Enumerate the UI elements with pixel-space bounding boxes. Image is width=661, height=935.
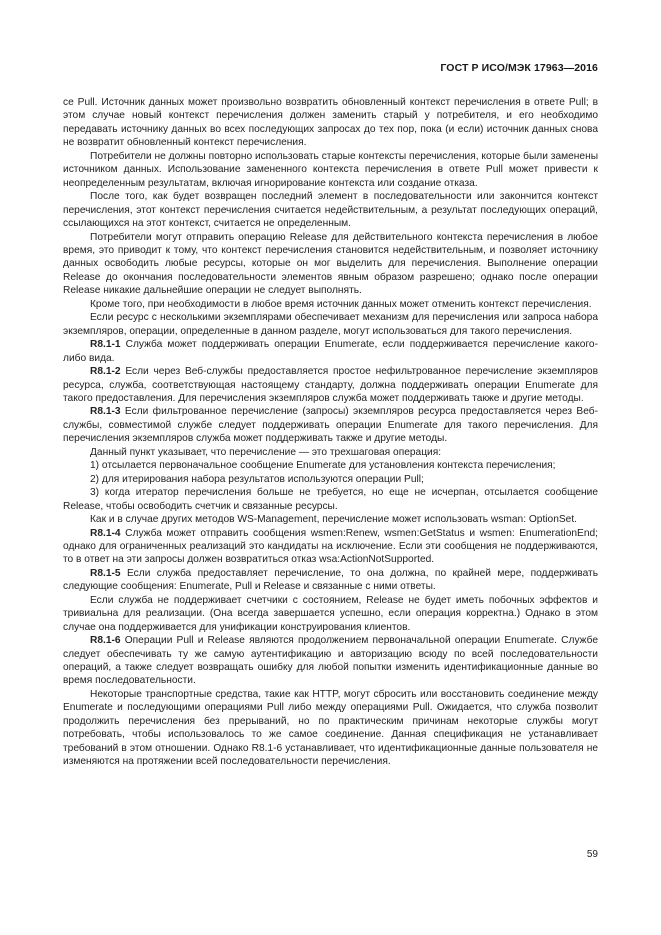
requirement-r8-1-4 xyxy=(63,527,598,567)
requirement-r8-1-3 xyxy=(63,405,598,445)
paragraph: Данный пункт указывает, что перечисление — это трехшаговая операция: xyxy=(90,446,442,458)
requirement-label: R8.1-1 xyxy=(90,339,121,351)
requirement-text: Служба может поддерживать операции Enumerate, если поддерживается перечисление какого-либо вида. xyxy=(63,339,598,364)
paragraph: После того, как будет возвращен последний элемент в последовательности или закончится контекст перечисления, этот контекст перечисления считается недействительным, а результат последующих операций, ссылающихся на этот контекст, считается не определенным. xyxy=(63,191,598,230)
requirement-r8-1-1 xyxy=(63,338,598,365)
list-item: 3) когда итератор перечисления больше не требуется, но еще не исчерпан, отсылается сообщение Release, чтобы освободить счетчик и связанные ресурсы. xyxy=(63,487,598,512)
requirement-label: R8.1-4 xyxy=(90,527,121,539)
paragraph: Потребители могут отправить операцию Release для действительного контекста перечисления в любое время, это приводит к тому, что контекст перечисления становится недействительным, и позволяет источнику данных освободить любые ресурсы, которые он мог выделить для перечисления. Выполнение операции Release до окончания последовательности элементов явным образом разрешено; однако после операции Release никакие дальнейшие операции не следует выполнять. xyxy=(63,231,598,297)
paragraph: Некоторые транспортные средства, такие как HTTP, могут сбросить или восстановить соединение между Enumerate и последующими операциями Pull либо между операциями Pull. Ожидается, что служба позволит продолжить перечисления без прерываний, но по практическим причинам некоторые службы могут потребовать, чтобы использовалось то же самое соединение. Данная спецификация не устанавливает требований в этом отношении. Однако R8.1-6 устанавливает, что идентификационные данные пользователя не изменяются на протяжении всей последовательности перечисления. xyxy=(63,688,598,768)
requirement-text: Если фильтрованное перечисление (запросы) экземпляров ресурса предоставляется через Веб-службы, совместимой службе следует поддерживать операции Enumerate для такого перечисления. Для перечисления экземпляров служба может поддерживать также и другие методы. xyxy=(63,406,598,445)
paragraph: Как и в случае других методов WS-Management, перечисление может использовать wsman: OptionSet. xyxy=(90,514,577,526)
list-item: 2) для итерирования набора результатов используются операции Pull; xyxy=(90,473,424,485)
paragraph-continuation: се Pull. Источник данных может произвольно возвратить обновленный контекст перечисления в ответе Pull; в этом случае новый контекст перечисления должен заменить старый у потребителя, и его необходимо передавать источнику данных во всех последующих запросах до тех пор, пока (и если) источник данных снова не возвратит обновленный контекст перечисления. xyxy=(63,97,598,149)
paragraph: Кроме того, при необходимости в любое время источник данных может отменить контекст перечисления. xyxy=(90,298,592,310)
requirement-label: R8.1-2 xyxy=(90,366,121,378)
requirement-label: R8.1-5 xyxy=(90,567,121,579)
requirement-r8-1-5 xyxy=(63,567,598,594)
requirement-r8-1-6 xyxy=(63,634,598,688)
document-body xyxy=(63,96,598,769)
document-header: ГОСТ Р ИСО/МЭК 17963—2016 xyxy=(440,62,598,74)
page-number: 59 xyxy=(586,849,598,860)
requirement-r8-1-2 xyxy=(63,365,598,405)
requirement-label: R8.1-6 xyxy=(90,635,121,647)
requirement-text: Если служба предоставляет перечисление, то она должна, по крайней мере, поддерживать следующие сообщения: Enumerate, Pull и Release и связанные с ними ответы. xyxy=(63,567,598,593)
requirement-text: Если через Веб-службы предоставляется простое нефильтрованное перечисление экземпляров ресурса, служба, соответствующая настоящему стандарту, должна поддерживать операции Enumerate для такого предоставления. Для перечисления экземпляров служба может поддерживать также и другие методы. xyxy=(63,366,598,404)
paragraph: Потребители не должны повторно использовать старые контексты перечисления, которые были заменены источником данных. Использование замененного контекста перечисления в ответе Pull может привести к неопределенным результатам, включая игнорирование контекста или создание отказа. xyxy=(63,150,599,189)
requirement-label: R8.1-3 xyxy=(90,406,121,418)
list-item: 1) отсылается первоначальное сообщение Enumerate для установления контекста перечисления; xyxy=(90,460,556,472)
paragraph: Если служба не поддерживает счетчики с состоянием, Release не будет иметь побочных эффектов и тривиальна для реализации. (Она всегда завершается успешно, если операция корректна.) Однако в этом случае она поддерживается для унификации конструирования клиентов. xyxy=(63,594,598,633)
requirement-text: Операции Pull и Release являются продолжением первоначальной операции Enumerate. Службе следует обеспечивать ту же самую аутентификацию и авторизацию всюду по всей последовательности операций, а также следует возвращать ошибку для любой попытки изменить идентификационные данные во время последовательности. xyxy=(63,635,598,687)
requirement-text: Служба может отправить сообщения wsmen:Renew, wsmen:GetStatus и wsmen: EnumerationEnd; однако для ограниченных реализаций это кандидаты на исключение. Если эти сообщения не поддерживаются, то в ответ на эти запросы должен возвратиться отказ wsa:ActionNotSupported. xyxy=(63,527,598,566)
paragraph: Если ресурс с несколькими экземплярами обеспечивает механизм для перечисления или запроса набора экземпляров, операции, определенные в данном разделе, могут использоваться для такого перечисления. xyxy=(63,312,598,337)
